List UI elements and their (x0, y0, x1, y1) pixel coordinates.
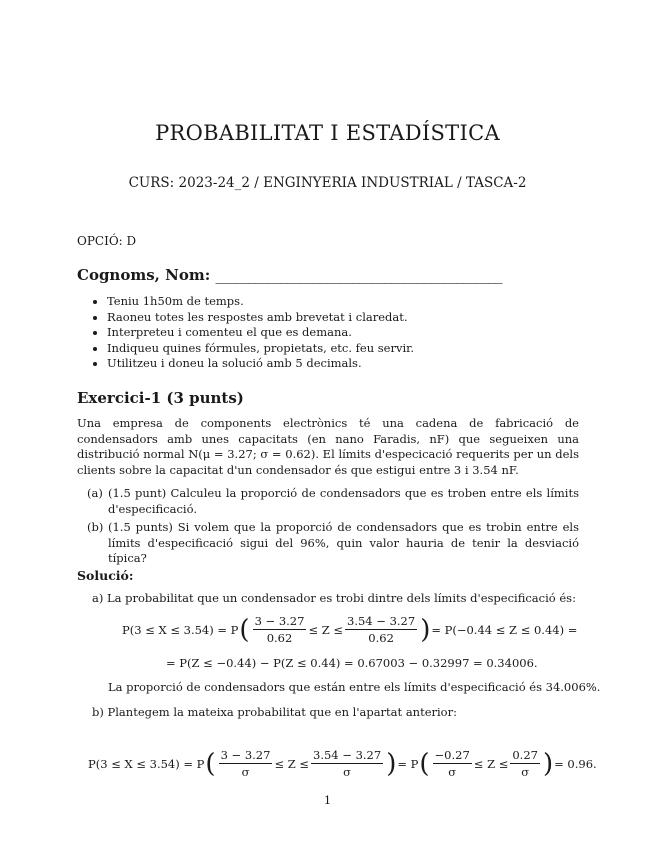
option-label: OPCIÓ: D (77, 234, 137, 248)
eq-rhs: = 0.96. (554, 756, 597, 771)
solution-b-text: Plantegem la mateixa probabilitat que en l'apartat anterior: (107, 705, 457, 719)
item-text: (1.5 punt) Calculeu la proporció de condensadors que es troben entre els límits d'especificació. (108, 486, 579, 516)
solution-b-intro (92, 705, 457, 719)
exercise-item-a (77, 486, 579, 517)
right-paren: ) (542, 748, 554, 779)
denominator: σ (241, 765, 250, 779)
course-subtitle: CURS: 2023-24_2 / ENGINYERIA INDUSTRIAL / TASCA-2 (128, 175, 527, 191)
equation-a-line2: = P(Z ≤ −0.44) − P(Z ≤ 0.44) = 0.67003 − 0.32997 = 0.34006. (166, 656, 538, 670)
fraction (433, 748, 472, 779)
left-paren: ( (239, 614, 250, 645)
page-title: PROBABILITAT I ESTADÍSTICA (155, 121, 500, 145)
exercise-statement: Una empresa de components electrònics té una cadena de fabricació de condensadors amb unes capacitats (en nano Faradis, nF) que segueixen una distribució normal N(μ = 3.27; σ = 0.62). El límits d'especicació requerits per un dels clients sobre la capacitat d'un condensador és que estigui entre 3 i 3.54 nF. (77, 416, 579, 477)
numerator: 3.54 − 3.27 (313, 748, 382, 762)
name-blank-line: ____________________________________________ (215, 266, 502, 284)
fraction (253, 614, 307, 645)
denominator: σ (343, 765, 352, 779)
solution-a-text: La probabilitat que un condensador es trobi dintre dels límits d'especificació és: (107, 591, 576, 605)
item-text: (1.5 punts) Si volem que la proporció de condensadors que es trobin entre els límits d'especificació sigui del 96%, quin valor hauria de tenir la desviació típica? (108, 520, 579, 566)
left-paren: ( (205, 748, 216, 779)
solution-a-label: a) (92, 591, 104, 605)
solution-b-label: b) (92, 705, 104, 719)
equation-a-line1 (122, 614, 577, 645)
denominator: 0.62 (368, 631, 394, 645)
solution-a-conclusion: La proporció de condensadors que están entre els límits d'especificació és 34.006%. (108, 680, 601, 694)
instruction-item: • Interpreteu i comenteu el que es demana. (107, 325, 627, 341)
eq-lhs: P(3 ≤ X ≤ 3.54) = P (122, 622, 239, 637)
exercise-items (77, 486, 579, 570)
eq-rhs: = P(−0.44 ≤ Z ≤ 0.44) = (431, 622, 578, 637)
page-number: 1 (323, 793, 332, 807)
numerator: 0.27 (512, 748, 538, 762)
numerator: −0.27 (434, 748, 470, 762)
eq-mid: ≤ Z ≤ (473, 756, 509, 771)
numerator: 3.54 − 3.27 (347, 614, 416, 628)
item-label: (a) (87, 486, 103, 500)
equation-b (88, 748, 597, 779)
fraction (345, 614, 417, 645)
denominator: σ (521, 765, 530, 779)
denominator: σ (448, 765, 457, 779)
eq-mid: ≤ Z ≤ (308, 622, 344, 637)
instruction-item: • Indiqueu quines fórmules, propietats, etc. feu servir. (107, 341, 627, 357)
right-paren: ) (420, 614, 431, 645)
numerator: 3 − 3.27 (254, 614, 305, 628)
solution-a-intro (92, 591, 582, 605)
exercise-title: Exercici-1 (3 punts) (77, 389, 244, 407)
eq-lhs: P(3 ≤ X ≤ 3.54) = P (88, 756, 205, 771)
instruction-item: • Teniu 1h50m de temps. (107, 294, 627, 310)
left-paren: ( (419, 748, 430, 779)
eq-equals: = P (397, 756, 419, 771)
eq-mid: ≤ Z ≤ (274, 756, 310, 771)
item-label: (b) (87, 520, 104, 535)
instructions-list (77, 294, 627, 372)
denominator: 0.62 (266, 631, 293, 645)
fraction (510, 748, 540, 779)
numerator: 3 − 3.27 (220, 748, 271, 762)
name-label: Cognoms, Nom: (77, 266, 211, 284)
name-field (77, 266, 501, 284)
right-paren: ) (386, 748, 397, 779)
solution-title: Solució: (77, 568, 134, 583)
instruction-item: • Utilitzeu i doneu la solució amb 5 decimals. (107, 356, 627, 372)
fraction (219, 748, 273, 779)
fraction (311, 748, 383, 779)
instruction-item: • Raoneu totes les respostes amb brevetat i claredat. (107, 310, 627, 326)
exercise-item-b (77, 520, 579, 567)
